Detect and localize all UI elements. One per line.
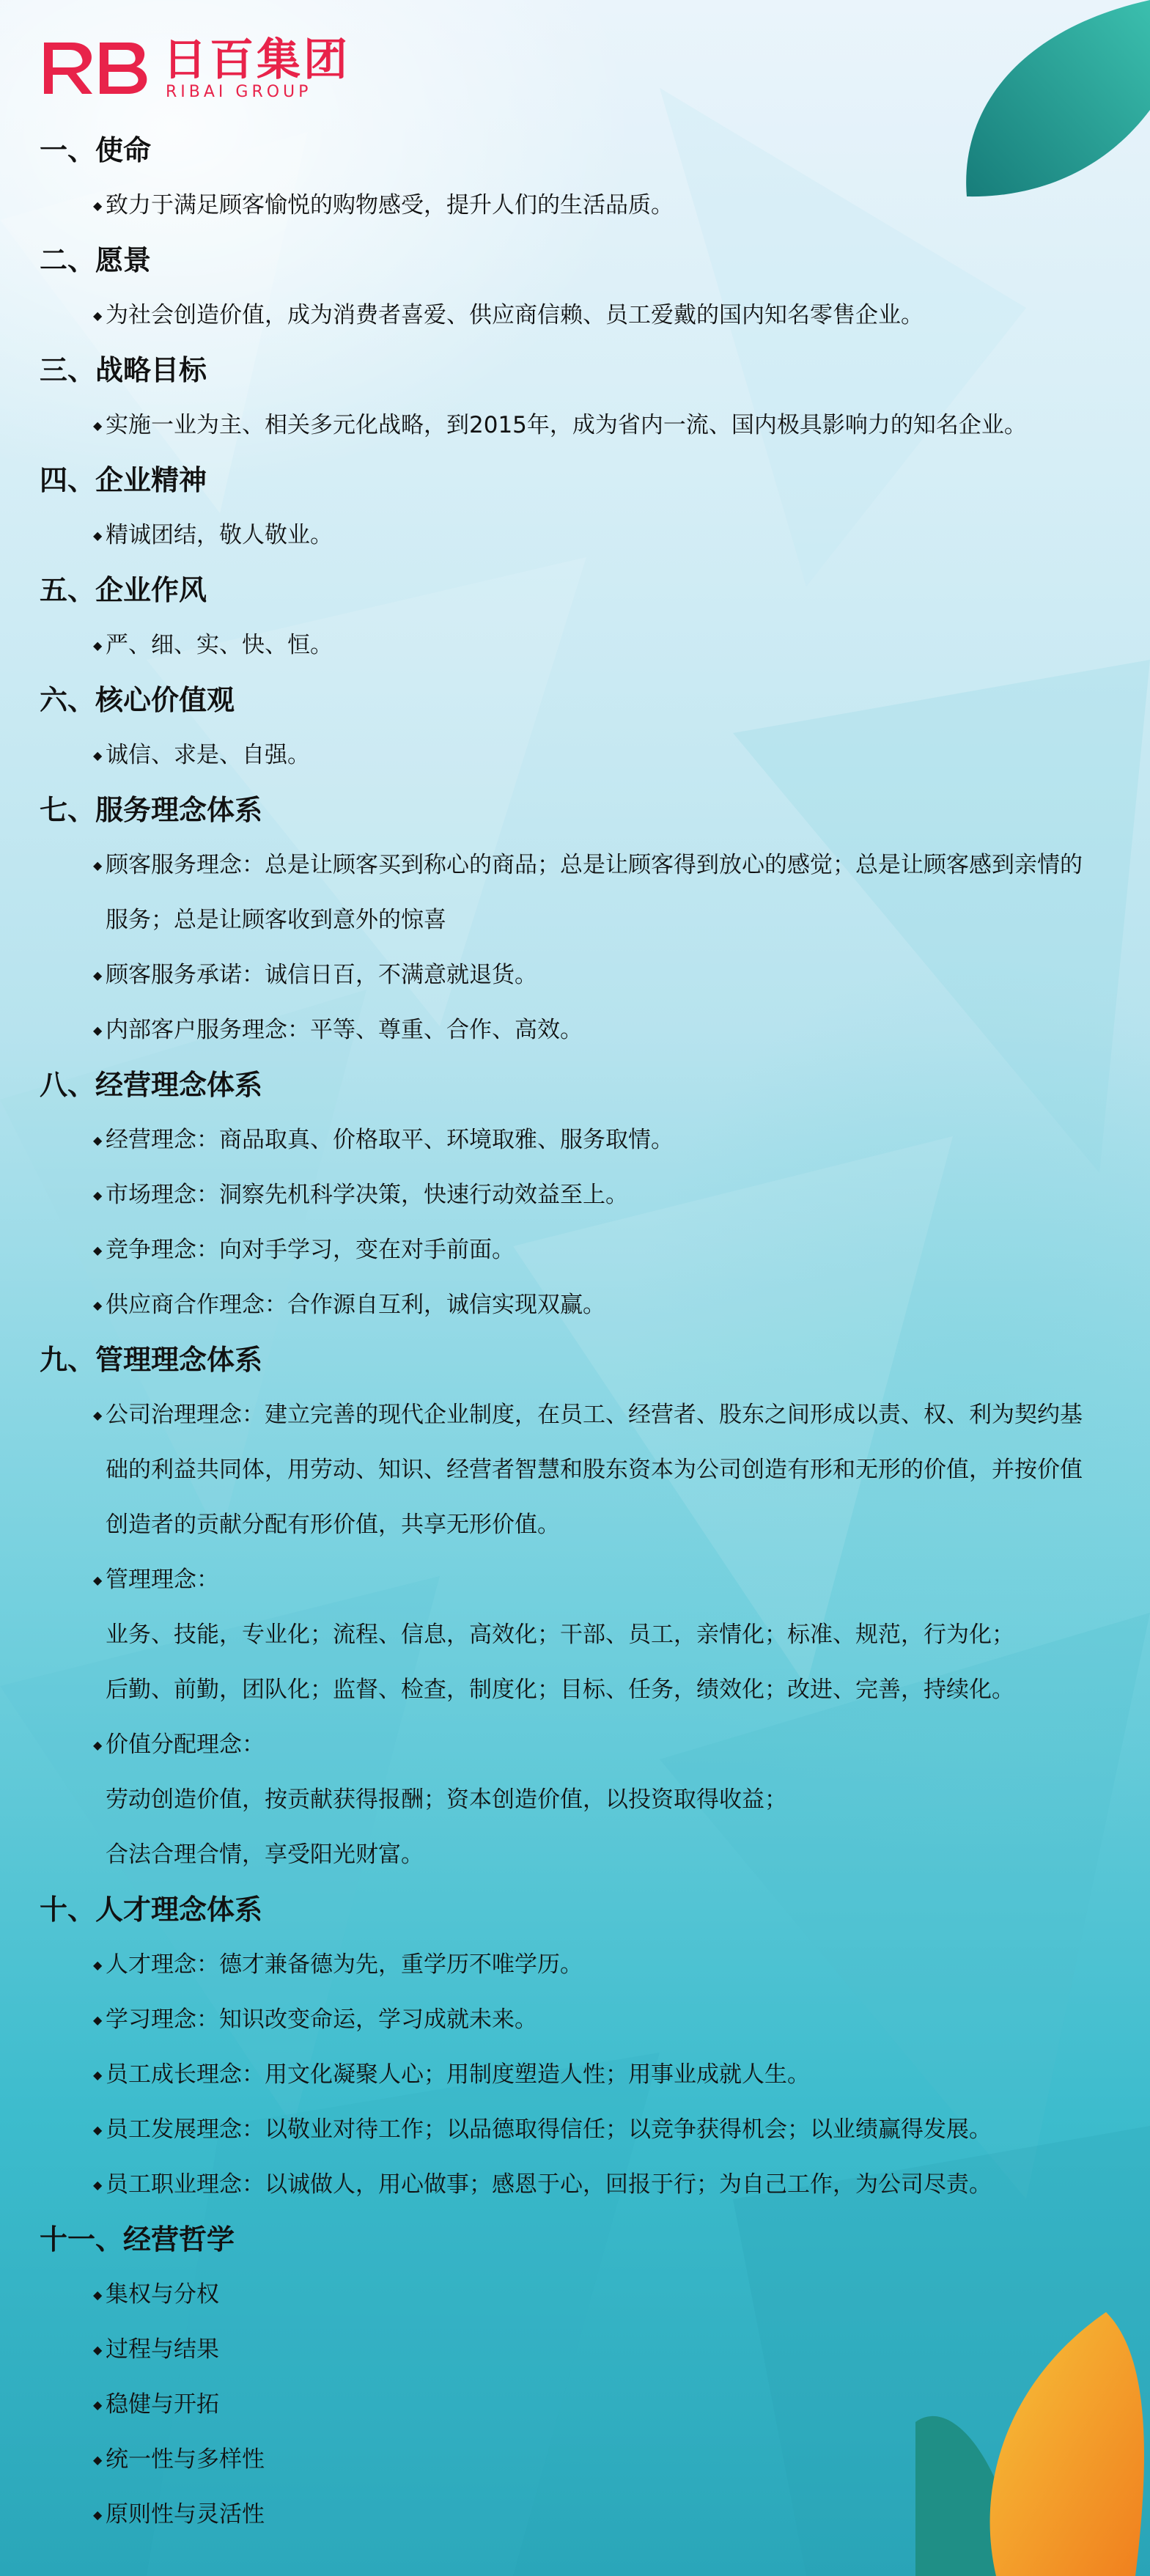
black-diamond-icon: ◆ xyxy=(93,1573,103,1587)
black-diamond-icon: ◆ xyxy=(93,2013,103,2027)
black-diamond-icon: ◆ xyxy=(93,748,103,762)
list-item xyxy=(40,1113,1095,1168)
list-item xyxy=(40,2157,1095,2212)
black-diamond-icon: ◆ xyxy=(93,309,103,323)
black-diamond-icon: ◆ xyxy=(93,2508,103,2522)
black-diamond-icon: ◆ xyxy=(93,419,103,433)
list-item-text: 为社会创造价值，成为消费者喜爱、供应商信赖、员工爱戴的国内知名零售企业。 xyxy=(106,302,924,328)
list-item xyxy=(40,1168,1095,1223)
list-item xyxy=(40,288,1095,343)
section-title: 七、服务理念体系 xyxy=(40,794,263,826)
list-item-subline: 后勤、前勤，团队化；监督、检查，制度化；目标、任务，绩效化；改进、完善，持续化。 xyxy=(106,1677,1014,1703)
black-diamond-icon: ◆ xyxy=(93,1243,103,1257)
list-item xyxy=(40,1718,1095,1773)
list-item-text: 实施一业为主、相关多元化战略，到2015年，成为省内一流、国内极具影响力的知名企业。 xyxy=(106,412,1027,438)
list-item xyxy=(40,1003,1095,1058)
black-diamond-icon: ◆ xyxy=(93,2123,103,2137)
list-item-text: 集权与分权 xyxy=(106,2281,219,2308)
black-diamond-icon: ◆ xyxy=(93,1023,103,1037)
list-item-text: 精诚团结，敬人敬业。 xyxy=(106,522,333,548)
section-title: 六、核心价值观 xyxy=(40,684,235,716)
brand-name-cn: 日百集团 xyxy=(163,34,350,86)
list-item xyxy=(40,838,1095,948)
rb-logo-mark xyxy=(40,35,150,97)
list-item-text: 原则性与灵活性 xyxy=(106,2501,265,2528)
list-item-text: 诚信、求是、自强。 xyxy=(106,742,310,768)
list-item-text: 公司治理理念：建立完善的现代企业制度，在员工、经营者、股东之间形成以责、权、利为契约基础的利益共同体，用劳动、知识、经营者智慧和股东资本为公司创造有形和无形的价值，并按价值创造者的贡献分配有形价值，共享无形价值。 xyxy=(106,1402,1083,1538)
section-title: 十一、经营哲学 xyxy=(40,2223,235,2256)
list-item xyxy=(40,2267,1095,2322)
list-item-text: 管理理念： xyxy=(106,1567,219,1593)
black-diamond-icon: ◆ xyxy=(93,199,103,213)
list-item-text: 供应商合作理念：合作源自互利，诚信实现双赢。 xyxy=(106,1292,605,1318)
list-item-text: 市场理念：洞察先机科学决策，快速行动效益至上。 xyxy=(106,1182,628,1208)
list-item xyxy=(40,398,1095,453)
list-item-text: 严、细、实、快、恒。 xyxy=(106,632,333,658)
black-diamond-icon: ◆ xyxy=(93,2288,103,2302)
black-diamond-icon: ◆ xyxy=(93,529,103,542)
list-item-text: 顾客服务承诺：诚信日百，不满意就退货。 xyxy=(106,962,537,988)
section-title: 三、战略目标 xyxy=(40,354,207,386)
list-item xyxy=(40,2487,1095,2542)
list-item-text: 竞争理念：向对手学习，变在对手前面。 xyxy=(106,1237,515,1263)
black-diamond-icon: ◆ xyxy=(93,1298,103,1312)
black-diamond-icon: ◆ xyxy=(93,858,103,872)
list-item-text: 统一性与多样性 xyxy=(106,2446,265,2473)
list-item-text: 员工职业理念：以诚做人，用心做事；感恩于心，回报于行；为自己工作，为公司尽责。 xyxy=(106,2171,992,2198)
list-item xyxy=(40,948,1095,1003)
black-diamond-icon: ◆ xyxy=(93,1958,103,1972)
list-item-text: 稳健与开拓 xyxy=(106,2391,219,2418)
list-item-text: 学习理念：知识改变命运，学习成就未来。 xyxy=(106,2006,537,2033)
black-diamond-icon: ◆ xyxy=(93,2068,103,2082)
black-diamond-icon: ◆ xyxy=(93,2178,103,2192)
list-item xyxy=(40,2432,1095,2487)
section-title: 一、使命 xyxy=(40,134,152,166)
list-item-text: 员工发展理念：以敬业对待工作；以品德取得信任；以竞争获得机会；以业绩赢得发展。 xyxy=(106,2116,992,2143)
black-diamond-icon: ◆ xyxy=(93,2343,103,2357)
section-title: 四、企业精神 xyxy=(40,464,207,496)
culture-sections xyxy=(40,123,1095,2542)
list-item xyxy=(40,2102,1095,2157)
section-title: 二、愿景 xyxy=(40,244,152,276)
list-item-text: 经营理念：商品取真、价格取平、环境取雅、服务取情。 xyxy=(106,1127,674,1153)
list-item xyxy=(40,618,1095,673)
black-diamond-icon: ◆ xyxy=(93,968,103,982)
list-item xyxy=(40,178,1095,233)
company-logo xyxy=(40,34,350,101)
section-title: 五、企业作风 xyxy=(40,574,207,606)
list-item-subline: 劳动创造价值，按贡献获得报酬；资本创造价值，以投资取得收益； xyxy=(106,1786,787,1813)
list-item xyxy=(40,2047,1095,2102)
black-diamond-icon: ◆ xyxy=(93,1188,103,1202)
list-item-text: 员工成长理念：用文化凝聚人心；用制度塑造人性；用事业成就人生。 xyxy=(106,2061,810,2088)
list-item xyxy=(40,1223,1095,1278)
list-item-subline: 业务、技能，专业化；流程、信息，高效化；干部、员工，亲情化；标准、规范，行为化； xyxy=(106,1622,1014,1648)
list-item-text: 过程与结果 xyxy=(106,2336,219,2363)
black-diamond-icon: ◆ xyxy=(93,639,103,652)
black-diamond-icon: ◆ xyxy=(93,2453,103,2467)
list-item xyxy=(40,1553,1095,1608)
list-item-text: 致力于满足顾客愉悦的购物感受，提升人们的生活品质。 xyxy=(106,192,674,218)
black-diamond-icon: ◆ xyxy=(93,1408,103,1422)
list-item-text: 内部客户服务理念：平等、尊重、合作、高效。 xyxy=(106,1017,583,1043)
list-item xyxy=(40,1937,1095,1992)
black-diamond-icon: ◆ xyxy=(93,1738,103,1752)
list-item xyxy=(40,728,1095,783)
list-item-text: 人才理念：德才兼备德为先，重学历不唯学历。 xyxy=(106,1951,583,1978)
list-item-subline: 合法合理合情，享受阳光财富。 xyxy=(106,1841,424,1868)
list-item-text: 价值分配理念： xyxy=(106,1732,265,1758)
list-item xyxy=(40,508,1095,563)
list-item xyxy=(40,1388,1095,1553)
list-item-text: 顾客服务理念：总是让顾客买到称心的商品；总是让顾客得到放心的感觉；总是让顾客感到亲情的服务；总是让顾客收到意外的惊喜 xyxy=(106,852,1083,933)
list-item xyxy=(40,1992,1095,2047)
list-item xyxy=(40,1278,1095,1333)
section-title: 九、管理理念体系 xyxy=(40,1344,263,1376)
section-title: 十、人才理念体系 xyxy=(40,1894,263,1926)
list-item xyxy=(40,2377,1095,2432)
black-diamond-icon: ◆ xyxy=(93,2398,103,2412)
brand-name-en: RIBAI GROUP xyxy=(166,83,312,101)
section-title: 八、经营理念体系 xyxy=(40,1069,263,1101)
black-diamond-icon: ◆ xyxy=(93,1133,103,1147)
list-item xyxy=(40,2322,1095,2377)
